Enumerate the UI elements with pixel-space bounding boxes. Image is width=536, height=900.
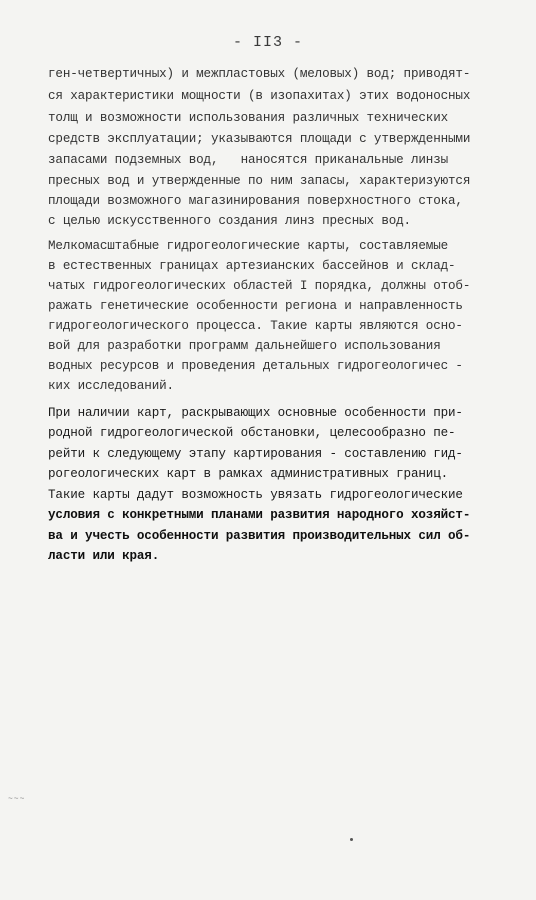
- text-line: рогеологических карт в рамках административных границ.: [48, 467, 449, 481]
- text-line: пресных вод и утвержденные по ним запасы, характеризуются: [48, 174, 471, 188]
- text-line: При наличии карт, раскрывающих основные особенности при-: [48, 406, 463, 420]
- text-line: рейти к следующему этапу картирования - составлению гид-: [48, 447, 463, 461]
- text-line: ва и учесть особенности развития производительных сил об-: [48, 529, 471, 543]
- text-line: с целью искусственного создания линз пресных вод.: [48, 214, 411, 228]
- page-number: - II3 -: [232, 34, 303, 51]
- text-line: площади возможного магазинирования поверхностного стока,: [48, 194, 463, 208]
- text-line: условия с конкретными планами развития народного хозяйст-: [48, 508, 471, 522]
- text-line: водных ресурсов и проведения детальных гидрогеологичес -: [48, 359, 463, 373]
- text-line: Мелкомасштабные гидрогеологические карты, составляемые: [48, 239, 449, 253]
- text-line: ражать генетические особенности региона и направленность: [48, 299, 463, 313]
- text-line: Такие карты дадут возможность увязать гидрогеологические: [48, 488, 463, 502]
- text-line: толщ и возможности использования различных технических: [48, 111, 449, 125]
- text-line: в естественных границах артезианских бассейнов и склад-: [48, 259, 456, 273]
- ink-dot: [350, 838, 353, 841]
- text-line: ких исследований.: [48, 379, 174, 393]
- text-line: гидрогеологического процесса. Такие карты являются осно-: [48, 319, 463, 333]
- text-line: запасами подземных вод, наносятся приканальные линзы: [48, 153, 449, 167]
- text-line: ген-четвертичных) и межпластовых (меловых) вод; приводят-: [48, 67, 471, 81]
- text-line: ся характеристики мощности (в изопахитах) этих водоносных: [48, 89, 471, 103]
- text-line: родной гидрогеологической обстановки, целесообразно пе-: [48, 426, 456, 440]
- margin-mark: ~~~: [8, 795, 26, 804]
- text-line: вой для разработки программ дальнейшего использования: [48, 339, 441, 353]
- text-line: ласти или края.: [48, 549, 160, 563]
- text-line: средств эксплуатации; указываются площади с утвержденными: [48, 132, 471, 146]
- text-line: чатых гидрогеологических областей I порядка, должны отоб-: [48, 279, 471, 293]
